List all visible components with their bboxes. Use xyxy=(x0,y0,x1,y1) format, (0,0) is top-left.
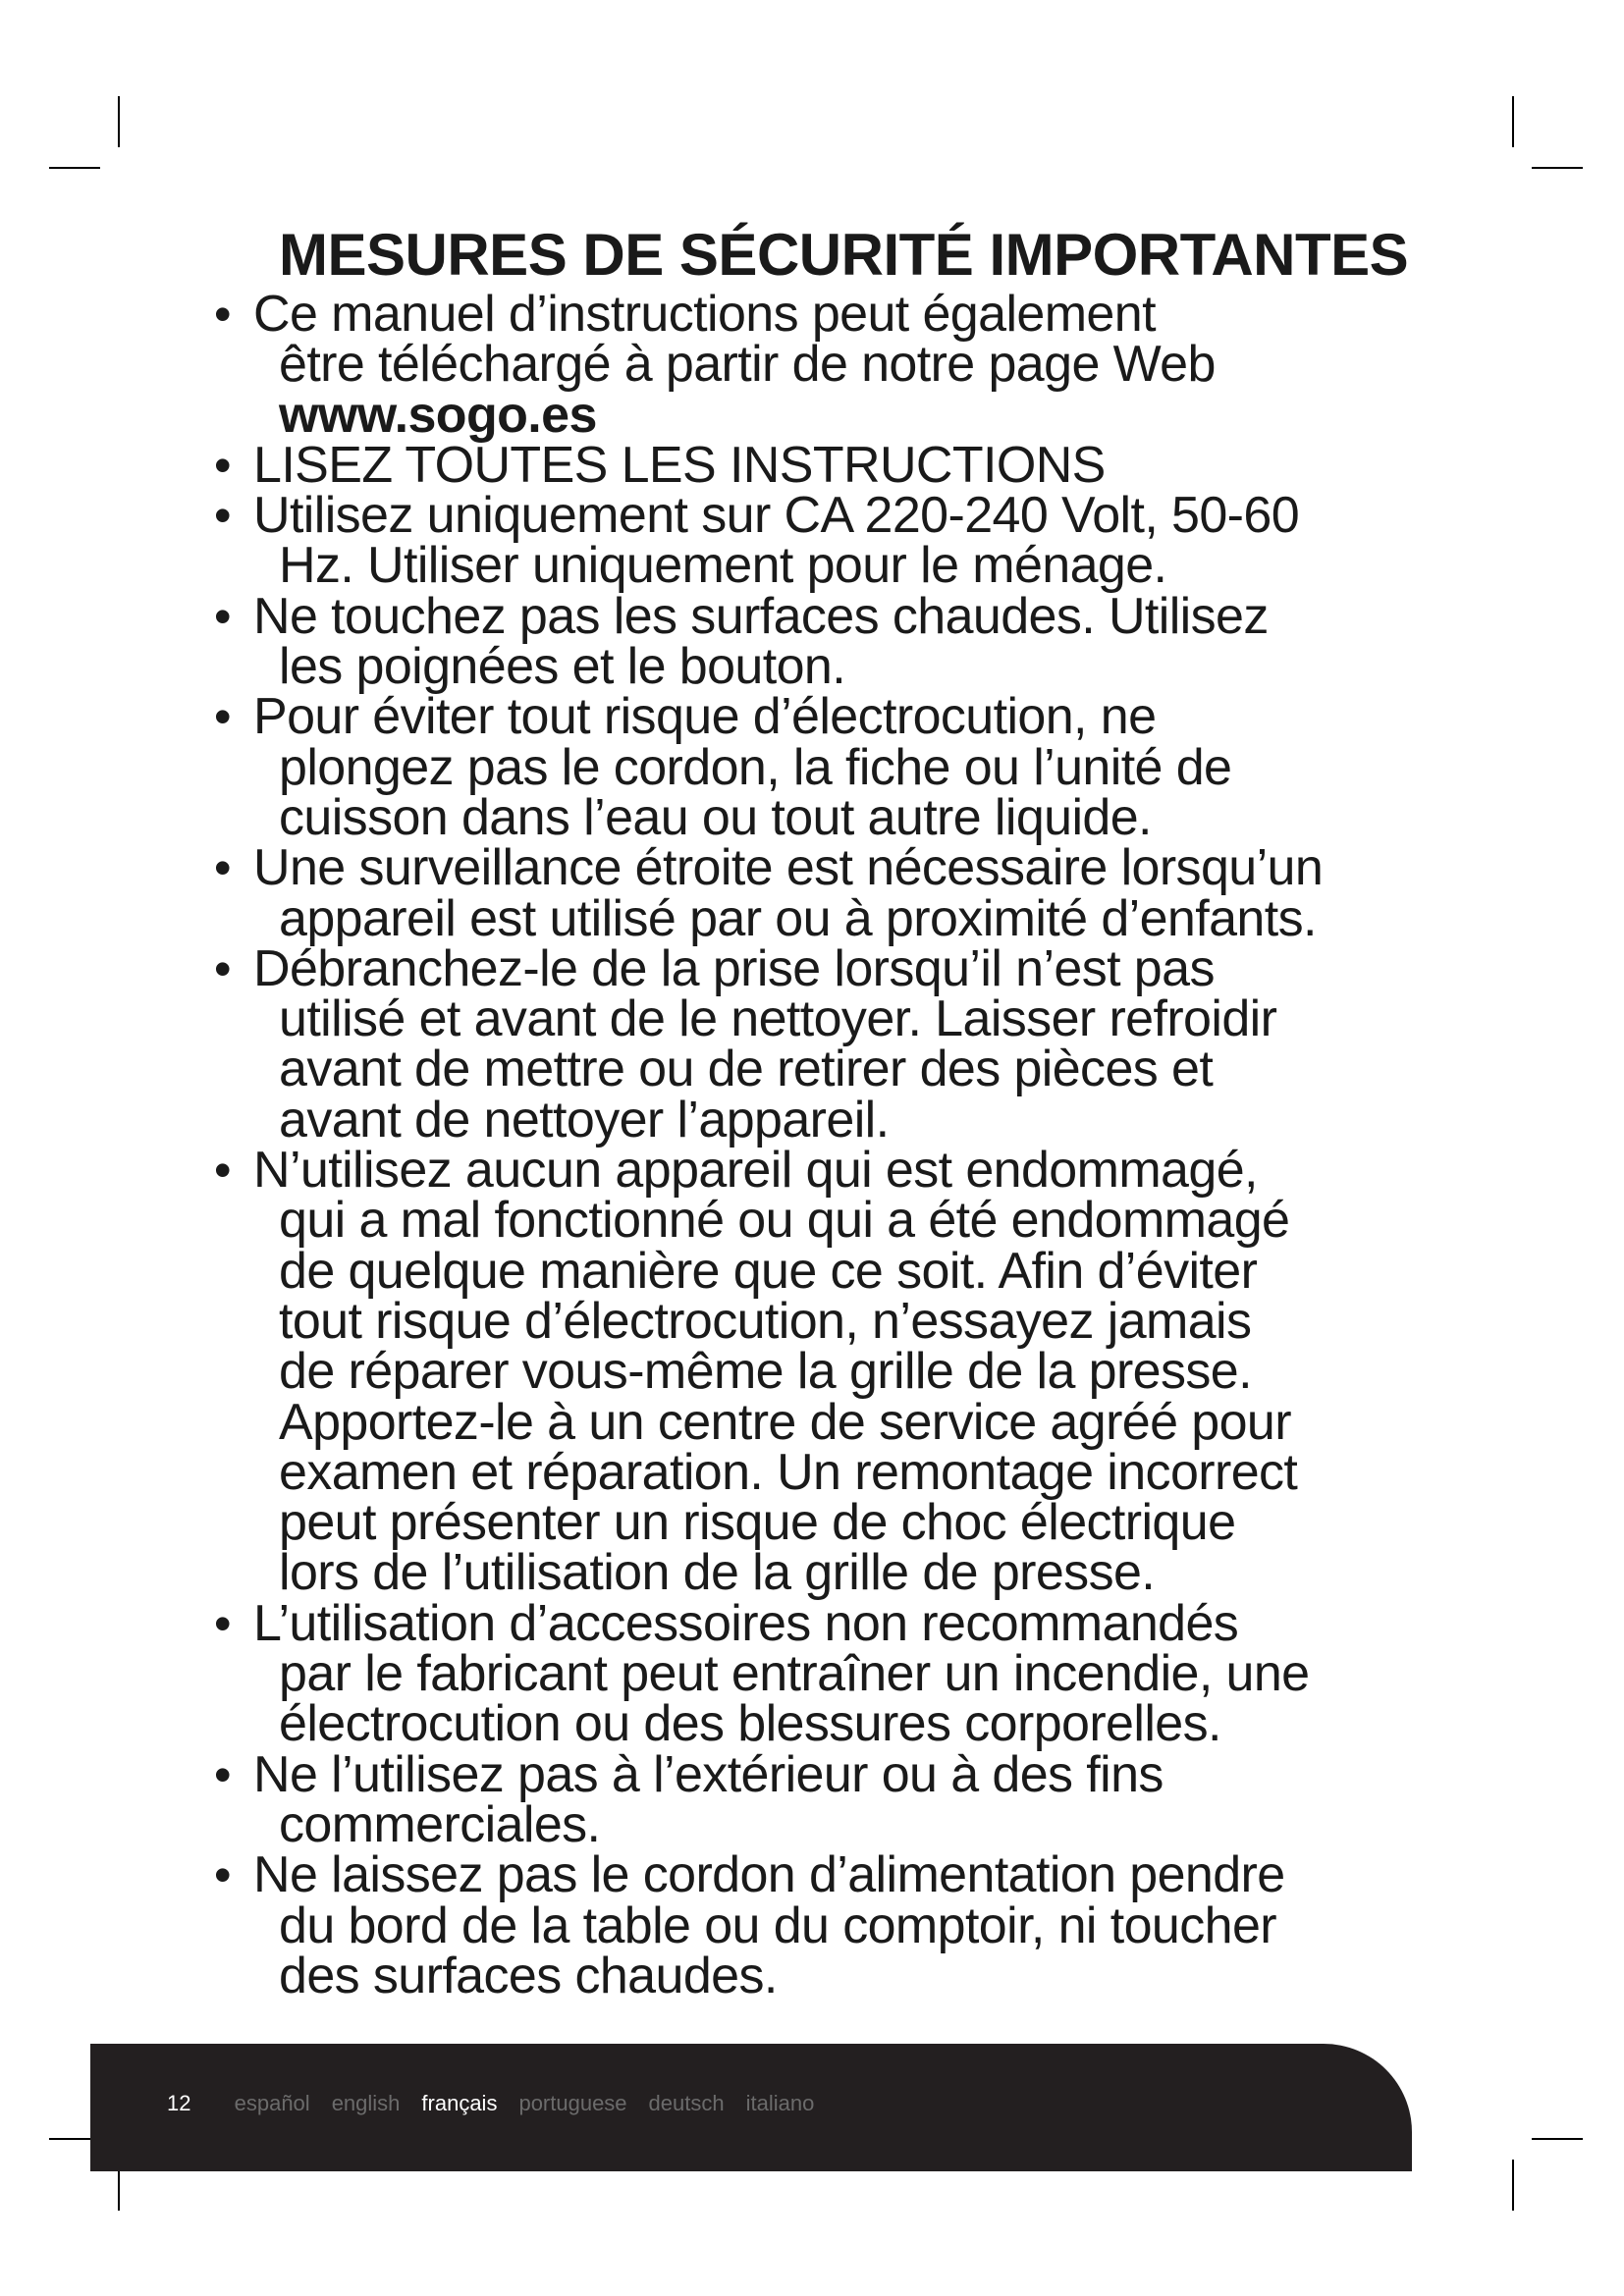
bullet-text-line: Pour éviter tout risque d’électrocution, ne xyxy=(253,688,1157,746)
bullet-text-line: examen et réparation. Un remontage incorrect xyxy=(279,1443,1298,1501)
bullet-text-line: les poignées et le bouton. xyxy=(279,638,846,696)
bullet-text-line: LISEZ TOUTES LES INSTRUCTIONS xyxy=(253,436,1106,494)
bullet-text-line: avant de mettre ou de retirer des pièces et xyxy=(279,1041,1214,1098)
bullet-text-line: Apportez-le à un centre de service agréé pour xyxy=(279,1393,1291,1451)
bullet-text-line: Ne touchez pas les surfaces chaudes. Utilisez xyxy=(253,587,1269,645)
bullet-text-line: appareil est utilisé par ou à proximité d’enfants. xyxy=(279,889,1317,947)
bullet-text-line: qui a mal fonctionné ou qui a été endommagé xyxy=(279,1192,1290,1250)
bullet-marker: • xyxy=(214,1143,232,1199)
crop-mark-top-left-horizontal xyxy=(49,167,100,169)
bullet-text-line: utilisé et avant de le nettoyer. Laisser refroidir xyxy=(279,990,1277,1048)
crop-mark-top-right-vertical xyxy=(1512,96,1514,147)
bullet-text-line: des surfaces chaudes. xyxy=(279,1947,778,2004)
bullet-marker: • xyxy=(214,1847,232,1903)
bullet-text-line: Débranchez-le de la prise lorsqu’il n’est pas xyxy=(253,939,1215,997)
bullet-text-line: Ne laissez pas le cordon d’alimentation pendre xyxy=(253,1846,1285,1904)
crop-mark-bottom-right-horizontal xyxy=(1532,2138,1583,2140)
crop-mark-top-left-vertical xyxy=(118,96,120,147)
bullet-text-line: Ne l’utilisez pas à l’extérieur ou à des fins xyxy=(253,1745,1164,1803)
bullet-text-line: lors de l’utilisation de la grille de presse. xyxy=(279,1544,1156,1602)
bullet-text-line: de quelque manière que ce soit. Afin d’éviter xyxy=(279,1242,1258,1300)
language-link[interactable]: français xyxy=(421,2091,498,2115)
bullet-text-line: cuisson dans l’eau ou tout autre liquide. xyxy=(279,788,1152,846)
bullet-text-line: plongez pas le cordon, la fiche ou l’unité de xyxy=(279,738,1232,796)
website-link[interactable]: www.sogo.es xyxy=(279,386,597,444)
bullet-text-line: Hz. Utiliser uniquement pour le ménage. xyxy=(279,537,1167,595)
language-link[interactable]: deutsch xyxy=(648,2091,725,2115)
bullet-marker: • xyxy=(214,1746,232,1802)
footer-bar xyxy=(90,2044,1412,2171)
bullet-text-line: tout risque d’électrocution, n’essayez jamais xyxy=(279,1292,1252,1350)
bullet-text-line: commerciales. xyxy=(279,1795,601,1853)
bullet-marker: • xyxy=(214,940,232,996)
language-link[interactable]: español xyxy=(234,2091,310,2115)
bullet-marker: • xyxy=(214,840,232,896)
bullet-text-line: Ce manuel d’instructions peut également xyxy=(253,286,1156,343)
bullet-text-line: être téléchargé à partir de notre page Web xyxy=(279,336,1216,394)
bullet-marker: • xyxy=(214,287,232,342)
footer-nav xyxy=(167,2091,836,2116)
crop-mark-top-right-horizontal xyxy=(1532,167,1583,169)
language-list xyxy=(235,2091,837,2115)
crop-mark-bottom-right-vertical xyxy=(1512,2160,1514,2211)
bullet-text-line: Une surveillance étroite est nécessaire lorsqu’un xyxy=(253,839,1324,897)
language-link[interactable]: english xyxy=(331,2091,401,2115)
bullet-marker: • xyxy=(214,1595,232,1651)
bullet-text-line: peut présenter un risque de choc électrique xyxy=(279,1494,1236,1552)
page-title: MESURES DE SÉCURITÉ IMPORTANTES xyxy=(279,222,1409,288)
bullet-text-line: Utilisez uniquement sur CA 220-240 Volt, 50-60 xyxy=(253,487,1300,545)
bullet-marker: • xyxy=(214,437,232,493)
language-link[interactable]: portuguese xyxy=(518,2091,627,2115)
bullet-text-line: N’utilisez aucun appareil qui est endommagé, xyxy=(253,1142,1258,1200)
page-number: 12 xyxy=(167,2091,191,2115)
bullet-marker: • xyxy=(214,488,232,544)
bullet-text-line: électrocution ou des blessures corporelles. xyxy=(279,1695,1221,1753)
bullet-text-line: avant de nettoyer l’appareil. xyxy=(279,1091,890,1148)
bullet-text-line: du bord de la table ou du comptoir, ni toucher xyxy=(279,1896,1276,1954)
bullet-marker: • xyxy=(214,588,232,644)
bullet-text-line: de réparer vous-même la grille de la presse. xyxy=(279,1343,1252,1401)
language-link[interactable]: italiano xyxy=(745,2091,815,2115)
bullet-text-line: par le fabricant peut entraîner un incendie, une xyxy=(279,1645,1310,1703)
bullet-marker: • xyxy=(214,689,232,745)
bullet-text-line: L’utilisation d’accessoires non recommandés xyxy=(253,1594,1239,1652)
